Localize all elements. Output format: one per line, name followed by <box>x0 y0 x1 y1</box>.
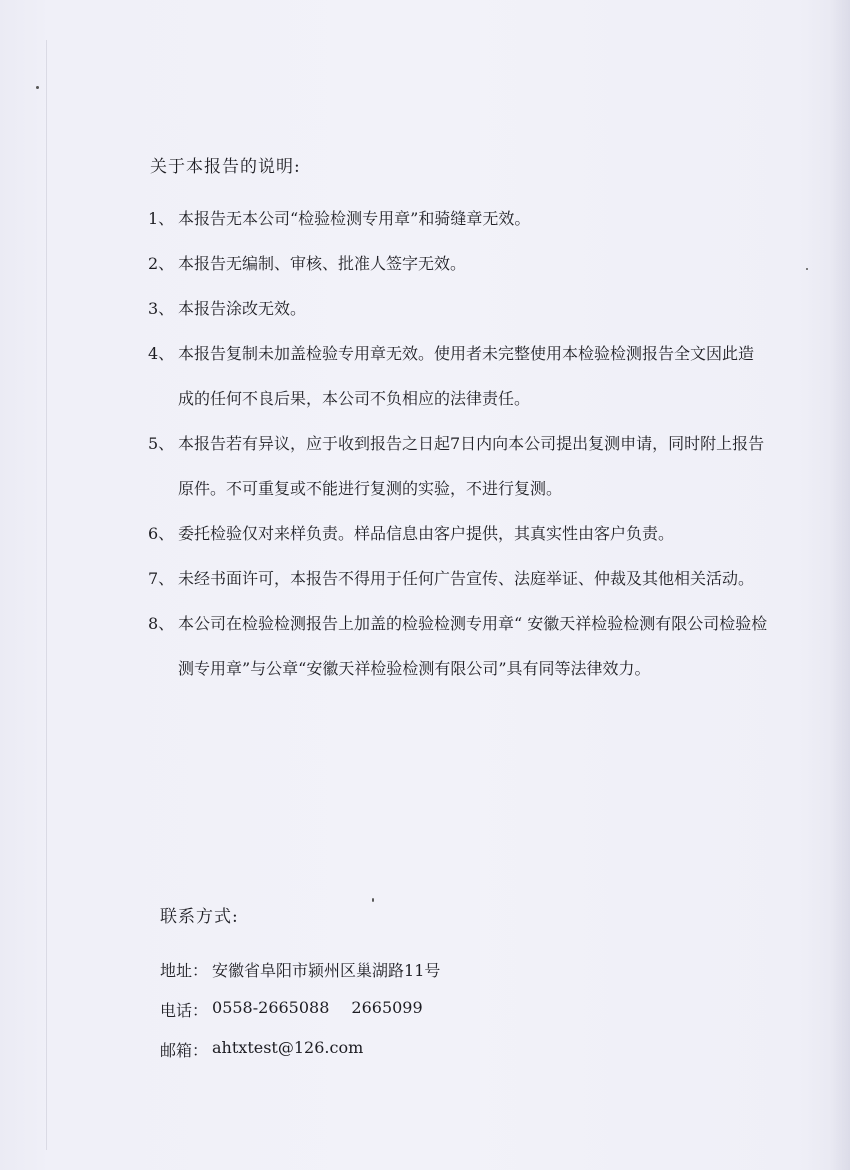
phone-number-2: 2665099 <box>351 998 423 1017</box>
contact-phone <box>160 998 423 1021</box>
contact-heading: 联系方式: <box>160 907 239 927</box>
note-text: 本报告若有异议，应于收到报告之日起7日内向本公司提出复测申请，同时附上报告原件。不可重复或不能进行复测的实验，不进行复测。 <box>178 434 765 498</box>
paper-speck <box>372 898 374 902</box>
phone-label: 电话： <box>160 1001 209 1020</box>
report-notes-heading: 关于本报告的说明: <box>150 157 301 177</box>
note-number: 2、 <box>148 254 175 273</box>
note-text: 本报告无编制、审核、批准人签字无效。 <box>178 254 467 273</box>
email-value: ahtxtest@126.com <box>212 1038 364 1057</box>
note-item <box>148 241 768 286</box>
note-text: 本公司在检验检测报告上加盖的检验检测专用章“ 安徽天祥检验检测有限公司检验检测专用章”与公章“安徽天祥检验检测有限公司”具有同等法律效力。 <box>178 614 768 678</box>
note-item <box>148 601 768 691</box>
note-text: 委托检验仅对来样负责。样品信息由客户提供，其真实性由客户负责。 <box>178 524 675 543</box>
note-number: 3、 <box>148 299 175 318</box>
note-number: 4、 <box>148 344 175 363</box>
note-text: 本报告复制未加盖检验专用章无效。使用者未完整使用本检验检测报告全文因此造成的任何不良后果，本公司不负相应的法律责任。 <box>178 344 755 408</box>
paper-speck <box>806 268 808 270</box>
note-number: 1、 <box>148 209 175 228</box>
note-item <box>148 556 768 601</box>
contact-address <box>160 958 440 981</box>
note-text: 本报告无本公司“检验检测专用章”和骑缝章无效。 <box>178 209 531 228</box>
page-fold-line <box>46 40 47 1150</box>
note-number: 6、 <box>148 524 175 543</box>
note-number: 7、 <box>148 569 175 588</box>
email-label: 邮箱： <box>160 1041 209 1060</box>
page-edge-shadow <box>830 0 850 1170</box>
note-item <box>148 196 768 241</box>
note-number: 8、 <box>148 614 175 633</box>
note-item <box>148 421 768 511</box>
note-text: 未经书面许可，本报告不得用于任何广告宣传、法庭举证、仲裁及其他相关活动。 <box>178 569 755 588</box>
address-label: 地址： <box>160 961 209 980</box>
paper-speck <box>36 86 39 89</box>
note-item <box>148 511 768 556</box>
contact-email <box>160 1038 363 1061</box>
report-notes-list <box>148 196 768 691</box>
note-item <box>148 286 768 331</box>
note-number: 5、 <box>148 434 175 453</box>
note-text: 本报告涂改无效。 <box>178 299 307 318</box>
note-item <box>148 331 768 421</box>
address-value: 安徽省阜阳市颍州区巢湖路11号 <box>212 961 441 980</box>
phone-number-1: 0558-2665088 <box>212 998 330 1017</box>
